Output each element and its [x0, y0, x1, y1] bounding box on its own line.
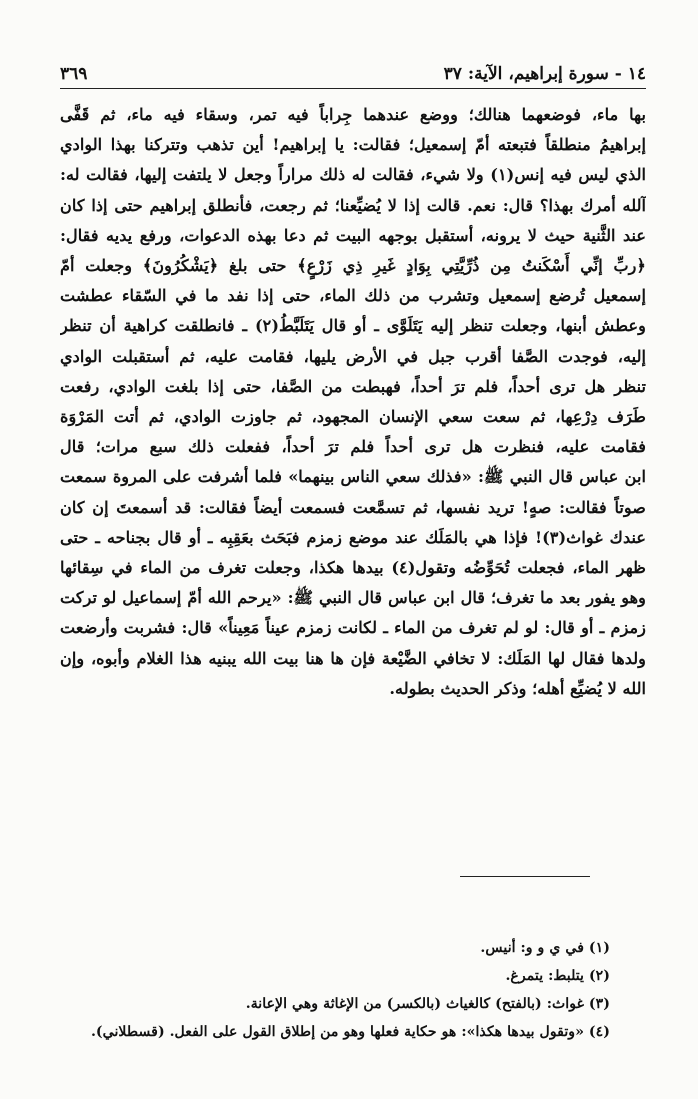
text-line: وهو يفور بعد ما تغرف؛ قال ابن عباس قال النبي ﷺ: «يرحم الله أمّ إسماعيل لو تركت [60, 588, 646, 608]
text-line: تنظر هل ترى أحداً، فلم ترَ أحداً، فهبطت من الصَّفا، حتى إذا بلغت الوادي، رفعت [60, 376, 646, 396]
text-line: ظهر الماء، فجعلت تُحَوِّضُه وتقول(٤) بيدها هكذا، وجعلت تغرف من الماء في سِقائها [60, 558, 646, 578]
text-line: زمزم ـ أو قال: لو لم تغرف من الماء ـ لكانت زمزم عيناً مَعِيناً» قال: فشربت وأرضعت [60, 618, 646, 638]
text-line: فقامت عليه، فنظرت هل ترى أحداً فلم ترَ أحداً، ففعلت ذلك سبع مرات؛ قال [60, 437, 646, 457]
text-line: ولدها فقال لها المَلَك: لا تخافي الضَّيْعة فإن ها هنا بيت الله يبنيه هذا الغلام وأبوه، وإن [60, 648, 646, 668]
text-line: عندك غواث(٣)! فإذا هي بالمَلَك عند موضع زمزم فبَحَث بعَقِبِه ـ أو قال بجناحه ـ حتى [60, 527, 646, 547]
text-line: ﴿ربِّ إنِّي أَسْكَنتُ مِن ذُرِّيَّتِي بِوَادٍ غَيرِ ذِي زَرْعٍ﴾ حتى بلغ ﴿يَشْكُرُونَ﴾ وجعلت أمّ [60, 256, 646, 276]
footnote-divider [460, 876, 590, 877]
footnote-2: (٢) يتلبط: يتمرغ. [505, 968, 610, 984]
text-line: الذي ليس فيه إنس(١) ولا شيء، فقالت له ذلك مراراً وجعل لا يلتفت إليها، فقالت له: [60, 165, 646, 185]
page-header [60, 54, 646, 84]
text-line: إليه، فوجدت الصَّفا أقرب جبل في الأرض يليها، فقامت عليه، ثم أستقبلت الوادي [60, 346, 646, 366]
text-line-last: الله لا يُضيِّع أهله؛ وذكر الحديث بطوله. [389, 678, 646, 698]
header-divider [60, 88, 646, 89]
text-line: طَرَف دِرْعِها، ثم سعت سعي الإنسان المجهود، ثم جاوزت الوادي، ثم أتت المَرْوَة [60, 407, 646, 427]
footnote-4: (٤) «وتقول بيدها هكذا»: هو حكاية فعلها وهو من إطلاق القول على الفعل. (قسطلاني). [90, 1024, 610, 1040]
text-line: عند الثَّنية حيث لا يرونه، أستقبل بوجهه البيت ثم دعا بهذه الدعوات، ورفع يديه فقال: [60, 225, 646, 245]
footnote-3: (٣) غواث: (بالفتح) كالغياث (بالكسر) من الإغاثة وهي الإعانة. [245, 996, 610, 1012]
text-line: إسمعيل تُرضع إسمعيل وتشرب من ذلك الماء، حتى إذا نفد ما في السّقاء عطشت [60, 286, 646, 306]
main-text [60, 100, 646, 704]
footnote-1: (١) في ي و و: أنيس. [480, 940, 610, 956]
text-line: وعطش أبنها، وجعلت تنظر إليه يَتَلَوَّى ـ أو قال يَتَلَبَّطُ(٢) ـ فانطلقت كراهية أن تنظر [60, 316, 646, 336]
page-number: ٣٦٩ [60, 64, 88, 84]
text-line: صوتاً فقالت: صهٍ! تريد نفسها، ثم تسمَّعت فسمعت أيضاً فقالت: قد أسمعتَ إن كان [60, 497, 646, 517]
text-line: إبراهيمُ منطلقاً فتبعته أمّ إسمعيل؛ فقالت: يا إبراهيم! أين تذهب وتتركنا بهذا الوادي [60, 135, 646, 155]
text-line: ابن عباس قال النبي ﷺ: «فذلك سعي الناس بينهما» فلما أشرفت على المروة سمعت [60, 467, 646, 487]
text-line: بها ماء، فوضعهما هنالك؛ ووضع عندهما جِراباً فيه تمر، وسقاء فيه ماء، ثم قَفَّى [60, 105, 646, 124]
text-line: آلله أمرك بهذا؟ قال: نعم. قالت إذا لا يُضيِّعنا؛ ثم رجعت، فأنطلق إبراهيم حتى إذا كان [60, 195, 646, 215]
footnotes [60, 934, 610, 1046]
running-title: ١٤ - سورة إبراهيم، الآية: ٣٧ [443, 64, 646, 84]
